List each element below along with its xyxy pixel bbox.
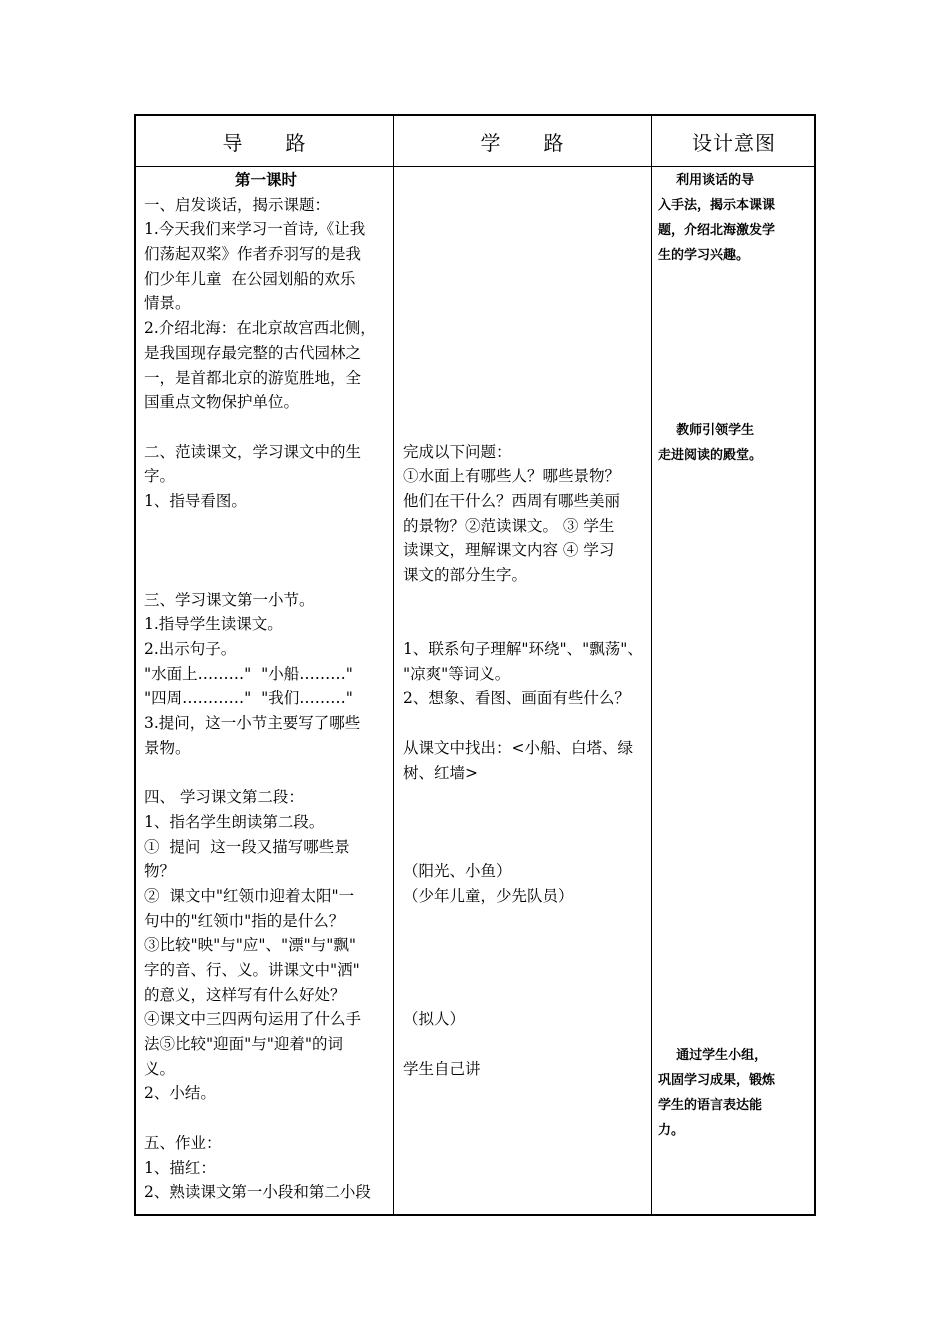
- text-line: 走进阅读的殿堂。: [658, 448, 763, 463]
- design-intent-column: [658, 168, 808, 1143]
- text-line: ① 提问 这一段又描写哪些景: [144, 837, 350, 856]
- text-line: [403, 835, 645, 860]
- text-line: [658, 818, 808, 843]
- text-line: [658, 843, 808, 868]
- text-line: "水面上………" "小船………": [144, 664, 353, 683]
- text-line: 国重点文物保护单位。: [144, 393, 300, 412]
- text-line: 他们在干什么？西周有哪些美丽: [403, 491, 621, 510]
- text-line: 3.提问，这一小节主要写了哪些: [144, 714, 361, 733]
- text-line: 义。: [144, 1059, 176, 1078]
- text-line: ④课文中三四两句运用了什么手: [144, 1010, 362, 1029]
- text-line: [658, 593, 808, 618]
- text-line: 从课文中找出：<小船、白塔、绿: [403, 738, 633, 757]
- text-line: [403, 785, 645, 810]
- text-line: [403, 909, 645, 934]
- text-line: [658, 718, 808, 743]
- text-line: [144, 415, 388, 440]
- text-line: 利用谈话的导: [658, 173, 755, 188]
- study-column: [403, 168, 645, 1081]
- text-line: 第一课时: [234, 170, 297, 189]
- text-line: [403, 415, 645, 440]
- text-line: 的意义，这样写有什么好处？: [144, 985, 346, 1004]
- text-line: [658, 668, 808, 693]
- text-line: 四、 学习课文第二段：: [144, 788, 304, 807]
- text-line: [658, 743, 808, 768]
- text-line: 入手法，揭示本课课: [658, 198, 776, 213]
- text-line: 1.今天我们来学习一首诗,《让我: [144, 220, 366, 239]
- text-line: 是我国现存最完整的古代园林之: [144, 343, 362, 362]
- text-line: [403, 267, 645, 292]
- text-line: 教师引领学生: [658, 423, 755, 438]
- text-line: 通过学生小组，: [658, 1048, 768, 1063]
- text-line: 情景。: [144, 294, 191, 313]
- text-line: [658, 268, 808, 293]
- text-line: [658, 468, 808, 493]
- header-study: 学 路: [480, 130, 565, 155]
- text-line: 五、作业：: [144, 1133, 222, 1152]
- text-line: [658, 868, 808, 893]
- text-line: 1、指导看图。: [144, 491, 247, 510]
- text-line: [403, 341, 645, 366]
- text-line: 字。: [144, 467, 176, 486]
- text-line: [403, 390, 645, 415]
- text-line: [403, 958, 645, 983]
- text-line: [658, 1018, 808, 1043]
- text-line: 句中的"红领巾"指的是什么？: [144, 911, 345, 930]
- text-line: （少年儿童，少先队员）: [403, 886, 574, 905]
- text-line: ③比较"映"与"应"、"漂"与"飘": [144, 936, 357, 955]
- text-line: [658, 918, 808, 943]
- text-line: 一，是首都北京的游览胜地，全: [144, 368, 362, 387]
- text-line: [403, 612, 645, 637]
- header-divider: [136, 166, 814, 167]
- text-line: 学生自己讲: [403, 1059, 481, 1078]
- text-line: 1、描红：: [144, 1158, 216, 1177]
- header-guide: 导 路: [222, 130, 307, 155]
- text-line: 2、想象、看图、画面有些什么？: [403, 689, 630, 708]
- text-line: [144, 1106, 388, 1131]
- text-line: [658, 768, 808, 793]
- text-line: [658, 368, 808, 393]
- text-line: 力。: [658, 1123, 685, 1138]
- text-line: 三、学习课文第一小节。: [144, 590, 315, 609]
- text-line: [658, 293, 808, 318]
- text-line: [403, 1032, 645, 1057]
- text-line: 树、红墙>: [403, 763, 478, 782]
- text-line: 的景物？②范读课文。 ③ 学生: [403, 516, 615, 535]
- text-line: [658, 318, 808, 343]
- text-line: 物？: [144, 862, 176, 881]
- text-line: （阳光、小鱼）: [403, 862, 512, 881]
- text-line: ①水面上有哪些人？哪些景物？: [403, 467, 621, 486]
- text-line: 完成以下问题：: [403, 442, 512, 461]
- text-line: 学生的语言表达能: [658, 1098, 763, 1113]
- text-line: 课文的部分生字。: [403, 566, 528, 584]
- text-line: 2.介绍北海：在北京故宫西北侧，: [144, 319, 376, 338]
- text-line: [658, 943, 808, 968]
- text-line: [658, 568, 808, 593]
- text-line: 1.指导学生读课文。: [144, 615, 283, 634]
- text-line: [658, 543, 808, 568]
- text-line: [403, 242, 645, 267]
- text-line: [658, 893, 808, 918]
- guide-column: [144, 168, 388, 1205]
- text-line: 们荡起双桨》作者乔羽写的是我: [144, 245, 362, 264]
- text-line: 生的学习兴趣。: [658, 248, 750, 263]
- text-line: [658, 518, 808, 543]
- text-line: 字的音、行、义。讲课文中"洒": [144, 961, 360, 979]
- text-line: 2.出示句子。: [144, 640, 237, 659]
- text-line: [658, 693, 808, 718]
- text-line: [403, 168, 645, 193]
- text-line: [658, 493, 808, 518]
- text-line: [403, 983, 645, 1008]
- text-line: 题，介绍北海激发学: [658, 223, 776, 238]
- text-line: [403, 316, 645, 341]
- header-design-intent: 设计意图: [692, 130, 776, 155]
- text-line: 景物。: [144, 738, 191, 757]
- text-line: [658, 618, 808, 643]
- text-line: [658, 393, 808, 418]
- text-line: 一、启发谈话，揭示课题：: [144, 195, 331, 214]
- text-line: [658, 643, 808, 668]
- text-line: [403, 193, 645, 218]
- text-line: [658, 343, 808, 368]
- text-line: 巩固学习成果，锻炼: [658, 1073, 776, 1088]
- text-line: [403, 217, 645, 242]
- text-line: [144, 761, 388, 786]
- text-line: [403, 588, 645, 613]
- text-line: 1、联系句子理解"环绕"、"飘荡"、: [403, 640, 643, 659]
- text-line: 2、熟读课文第一小段和第二小段: [144, 1183, 371, 1202]
- text-line: 2、小结。: [144, 1084, 216, 1103]
- text-line: ② 课文中"红领巾迎着太阳"一: [144, 886, 355, 905]
- text-line: 1、指名学生朗读第二段。: [144, 812, 325, 831]
- text-line: [403, 366, 645, 391]
- text-line: （拟人）: [403, 1010, 466, 1029]
- column-divider: [651, 116, 652, 1214]
- text-line: 们少年儿童 在公园划船的欢乐: [144, 269, 356, 288]
- lesson-plan-table: [134, 114, 816, 1216]
- text-line: [403, 711, 645, 736]
- text-line: [144, 514, 388, 539]
- text-line: [658, 993, 808, 1018]
- text-line: [144, 538, 388, 563]
- text-line: [403, 810, 645, 835]
- text-line: "凉爽"等词义。: [403, 664, 511, 683]
- text-line: [403, 933, 645, 958]
- text-line: "四周…………" "我们………": [144, 689, 353, 708]
- text-line: 二、范读课文，学习课文中的生: [144, 442, 362, 461]
- text-line: [658, 968, 808, 993]
- text-line: [144, 563, 388, 588]
- column-divider: [393, 116, 394, 1214]
- text-line: [403, 291, 645, 316]
- text-line: 法⑤比较"迎面"与"迎着"的词: [144, 1035, 344, 1054]
- text-line: 读课文，理解课文内容 ④ 学习: [403, 541, 615, 560]
- text-line: [658, 793, 808, 818]
